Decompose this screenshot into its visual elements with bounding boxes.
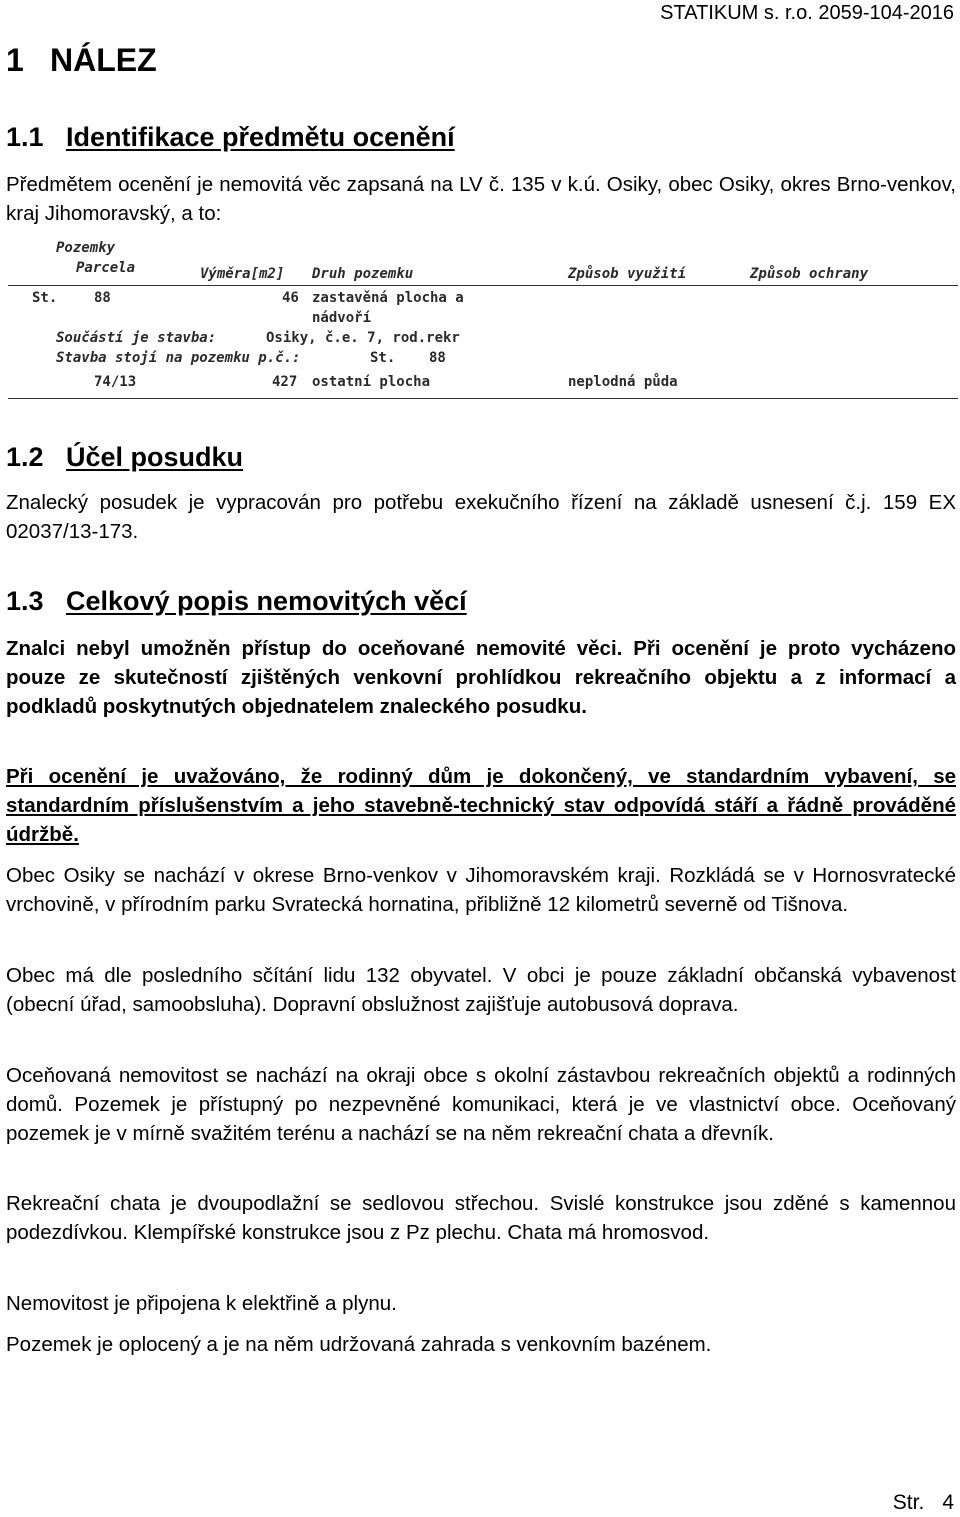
- section-title: NÁLEZ: [50, 42, 157, 78]
- registry-row1-parcela: 88: [94, 290, 111, 306]
- registry-row1-druh-1: zastavěná plocha a: [312, 290, 464, 306]
- registry-row2-zpusob-vyuziti: neplodná půda: [568, 374, 678, 390]
- section-number: 1.2: [6, 442, 44, 472]
- document-header: STATIKUM s. r.o. 2059-104-2016: [660, 2, 954, 24]
- paragraph-access: Znalci nebyl umožněn přístup do oceňované nemovité věci. Při ocenění je proto vycházeno pouze ze skutečností zjištěných venkovní prohlídkou rekreačního objektu a z informací a podkladů poskytnutých objednatelem znaleckého posudku.: [6, 637, 956, 718]
- paragraph-purpose: Znalecký posudek je vypracován pro potřebu exekučního řízení na základě usnesení č.j. 159 EX 02037/13-173.: [6, 491, 956, 543]
- registry-header-zpusob-ochrany: Způsob ochrany: [750, 266, 869, 282]
- registry-header-druh: Druh pozemku: [312, 266, 414, 282]
- paragraph-property-site: Oceňovaná nemovitost se nachází na okraji obce s okolní zástavbou rekreačních objektů a rodinných domů. Pozemek je přístupný po nezpevněné komunikaci, která je ve vlastnictví obce. Oceňovaný pozemek je v mírně svažitém terénu a nachází se na něm rekreační chata a dřevník.: [6, 1064, 956, 1145]
- page-footer: [875, 1491, 954, 1515]
- section-title: Účel posudku: [66, 442, 244, 472]
- page-number: 4: [942, 1491, 954, 1514]
- registry-row1-st: St.: [32, 290, 58, 306]
- paragraph-population: Obec má dle posledního sčítání lidu 132 obyvatel. V obci je pouze základní občanská vybavenost (obecní úřad, samoobsluha). Dopravní obslužnost zajišťuje autobusová doprava.: [6, 964, 956, 1016]
- section-heading-1-3: [6, 586, 467, 617]
- paragraph-utilities: Nemovitost je připojena k elektřině a plynu.: [6, 1292, 397, 1315]
- section-heading-1: [6, 42, 157, 79]
- registry-row2-parcela: 74/13: [94, 374, 137, 390]
- paragraph-location: Obec Osiky se nachází v okrese Brno-venkov v Jihomoravském kraji. Rozkládá se v Hornosvratecké vrchovině, v přírodním parku Svratecká hornatina, přibližně 12 kilometrů severně od Tišnova.: [6, 864, 956, 916]
- section-heading-1-2: [6, 442, 243, 473]
- section-number: 1: [6, 42, 24, 78]
- section-heading-1-1: [6, 122, 455, 153]
- registry-row1-vymera: 46: [282, 290, 299, 306]
- paragraph-identification: Předmětem ocenění je nemovitá věc zapsaná na LV č. 135 v k.ú. Osiky, obec Osiky, okres Brno-venkov, kraj Jihomoravský, a to:: [6, 173, 956, 225]
- registry-extract: [8, 240, 958, 400]
- registry-row2-vymera: 427: [272, 374, 298, 390]
- registry-header-pozemky: Pozemky: [56, 240, 116, 256]
- registry-row2-druh: ostatní plocha: [312, 374, 431, 390]
- registry-row1-druh-2: nádvoří: [312, 310, 372, 326]
- paragraph-building: Rekreační chata je dvoupodlažní se sedlovou střechou. Svislé konstrukce jsou zděné s kamennou podezdívkou. Klempířské konstrukce jsou z Pz plechu. Chata má hromosvod.: [6, 1192, 956, 1244]
- registry-row1-stoji-value: St. 88: [370, 350, 446, 366]
- section-title: Identifikace předmětu ocenění: [66, 122, 455, 152]
- section-number: 1.3: [6, 586, 44, 616]
- page-label: Str.: [892, 1491, 925, 1514]
- registry-row1-stoji-label: Stavba stojí na pozemku p.č.:: [56, 350, 301, 366]
- registry-header-zpusob-vyuziti: Způsob využití: [568, 266, 687, 282]
- section-title: Celkový popis nemovitých věcí: [66, 586, 467, 616]
- registry-divider: [8, 398, 958, 399]
- registry-row1-soucasti-value: Osiky, č.e. 7, rod.rekr: [266, 330, 460, 346]
- registry-row1-soucasti-label: Součástí je stavba:: [56, 330, 217, 346]
- registry-header-parcela: Parcela: [76, 260, 136, 276]
- registry-header-vymera: Výměra[m2]: [200, 266, 285, 282]
- paragraph-garden: Pozemek je oplocený a je na něm udržovaná zahrada s venkovním bazénem.: [6, 1333, 712, 1356]
- section-number: 1.1: [6, 122, 44, 152]
- paragraph-assumption: Při ocenění je uvažováno, že rodinný dům je dokončený, ve standardním vybavení, se standardním příslušenstvím a jeho stavebně-technický stav odpovídá stáří a řádně prováděné údržbě.: [6, 765, 956, 846]
- registry-divider: [8, 285, 958, 286]
